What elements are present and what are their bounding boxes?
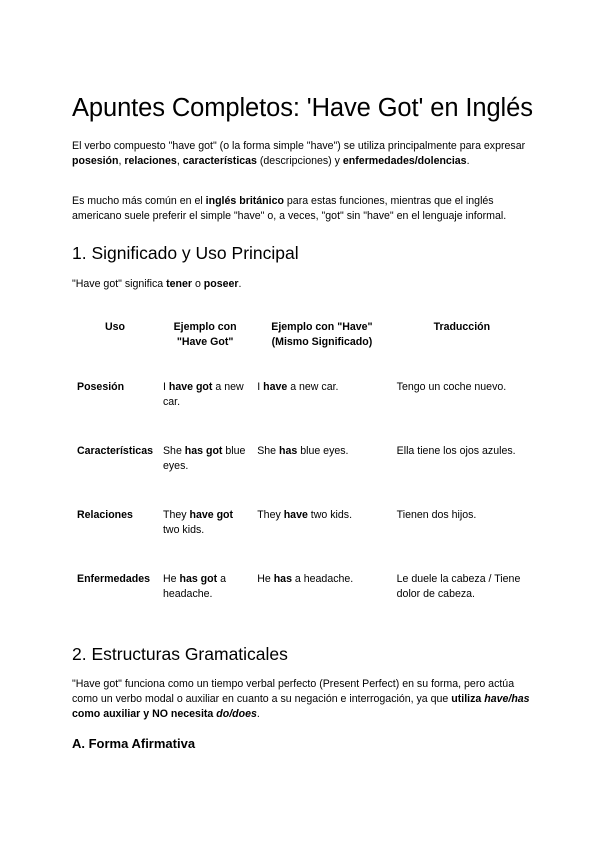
table-row [72, 572, 532, 636]
usage-table [72, 312, 532, 636]
intro-paragraph-2 [72, 194, 532, 224]
cell-traduccion: Tienen dos hijos. [396, 509, 477, 521]
bold-verb: has got [179, 573, 218, 585]
cell-have-got [158, 376, 252, 444]
bold-utiliza: utiliza [451, 693, 485, 705]
cell-traduccion: Tengo un coche nuevo. [396, 381, 507, 393]
cell-have [252, 508, 391, 572]
text: a new car. [287, 381, 339, 393]
bold-caracteristicas: características [182, 155, 257, 167]
bold-relaciones: relaciones [124, 155, 177, 167]
text: two kids. [162, 524, 205, 536]
bold-verb: have got [189, 509, 234, 521]
bold-verb: has got [184, 445, 223, 457]
bold-posesion: posesión [72, 155, 119, 167]
bold-italic-have-has: have/has [484, 693, 530, 705]
header-uso: Uso [104, 321, 125, 333]
header-have-got: Ejemplo con "Have Got" [173, 321, 237, 348]
text: a headache. [291, 573, 354, 585]
bold-ingles-britanico: inglés británico [205, 195, 284, 207]
bold-tener: tener [166, 278, 192, 290]
text: , [118, 155, 125, 167]
header-have: Ejemplo con "Have" (Mismo Significado) [271, 321, 373, 348]
bold-verb: have [263, 381, 288, 393]
header-traduccion: Traducción [433, 321, 491, 333]
text: two kids. [307, 509, 353, 521]
text: blue eyes. [297, 445, 349, 457]
text: I [257, 381, 264, 393]
section-2-heading: 2. Estructuras Gramaticales [72, 644, 288, 664]
table-row [72, 444, 532, 508]
text: para estas funciones, mientras que el inglés americano suele preferir el simple "have" o, a veces, "got" sin "have" en el lenguaje informal. [72, 195, 507, 222]
bold-verb: has [279, 445, 298, 457]
section-2-paragraph [72, 677, 532, 722]
text: blue eyes. [162, 445, 246, 472]
cell-uso: Características [77, 445, 153, 457]
table-row [72, 376, 532, 444]
subsection-a-heading: A. Forma Afirmativa [72, 736, 196, 751]
text: o [192, 278, 204, 290]
cell-uso: Enfermedades [77, 573, 151, 585]
text: He [162, 573, 180, 585]
cell-traduccion: Le duele la cabeza / Tiene dolor de cabeza. [396, 573, 521, 600]
table-row [72, 508, 532, 572]
text: She [257, 445, 279, 457]
text: "Have got" funciona como un tiempo verbal perfecto (Present Perfect) en su forma, pero actúa como un verbo modal o auxiliar en cuanto a su negación e interrogación, ya que [72, 678, 515, 705]
cell-have-got [158, 572, 252, 636]
text: a new car. [162, 381, 244, 408]
bold-verb: have [283, 509, 308, 521]
cell-uso: Relaciones [77, 509, 133, 521]
page-title: Apuntes Completos: 'Have Got' en Inglés [72, 94, 533, 122]
text: . [238, 278, 242, 290]
text: El verbo compuesto "have got" (o la forma simple "have") se utiliza principalmente para expresar [72, 140, 526, 152]
bold-verb: has [273, 573, 292, 585]
cell-have [252, 444, 391, 508]
bold-verb: have got [168, 381, 213, 393]
text: She [162, 445, 185, 457]
bold-como-auxiliar: como auxiliar y NO necesita [72, 708, 217, 720]
text: "Have got" significa [72, 278, 167, 290]
text: Es mucho más común en el [72, 195, 206, 207]
cell-have-got [158, 444, 252, 508]
text: They [162, 509, 190, 521]
cell-have [252, 376, 391, 444]
text: , [176, 155, 183, 167]
text: I [162, 381, 169, 393]
text: a headache. [162, 573, 226, 600]
text: (descripciones) y [256, 155, 343, 167]
bold-italic-do-does: do/does [216, 708, 257, 720]
intro-paragraph-1 [72, 139, 532, 169]
section-1-paragraph [72, 277, 532, 292]
cell-traduccion: Ella tiene los ojos azules. [396, 445, 516, 457]
bold-enfermedades: enfermedades/dolencias [342, 155, 467, 167]
cell-uso: Posesión [77, 381, 125, 393]
bold-poseer: poseer [203, 278, 239, 290]
text: They [257, 509, 284, 521]
text: . [466, 155, 470, 167]
table-header-row [72, 312, 532, 376]
text: He [257, 573, 274, 585]
cell-have [252, 572, 391, 636]
cell-have-got [158, 508, 252, 572]
text: . [256, 708, 260, 720]
section-1-heading: 1. Significado y Uso Principal [72, 243, 299, 263]
